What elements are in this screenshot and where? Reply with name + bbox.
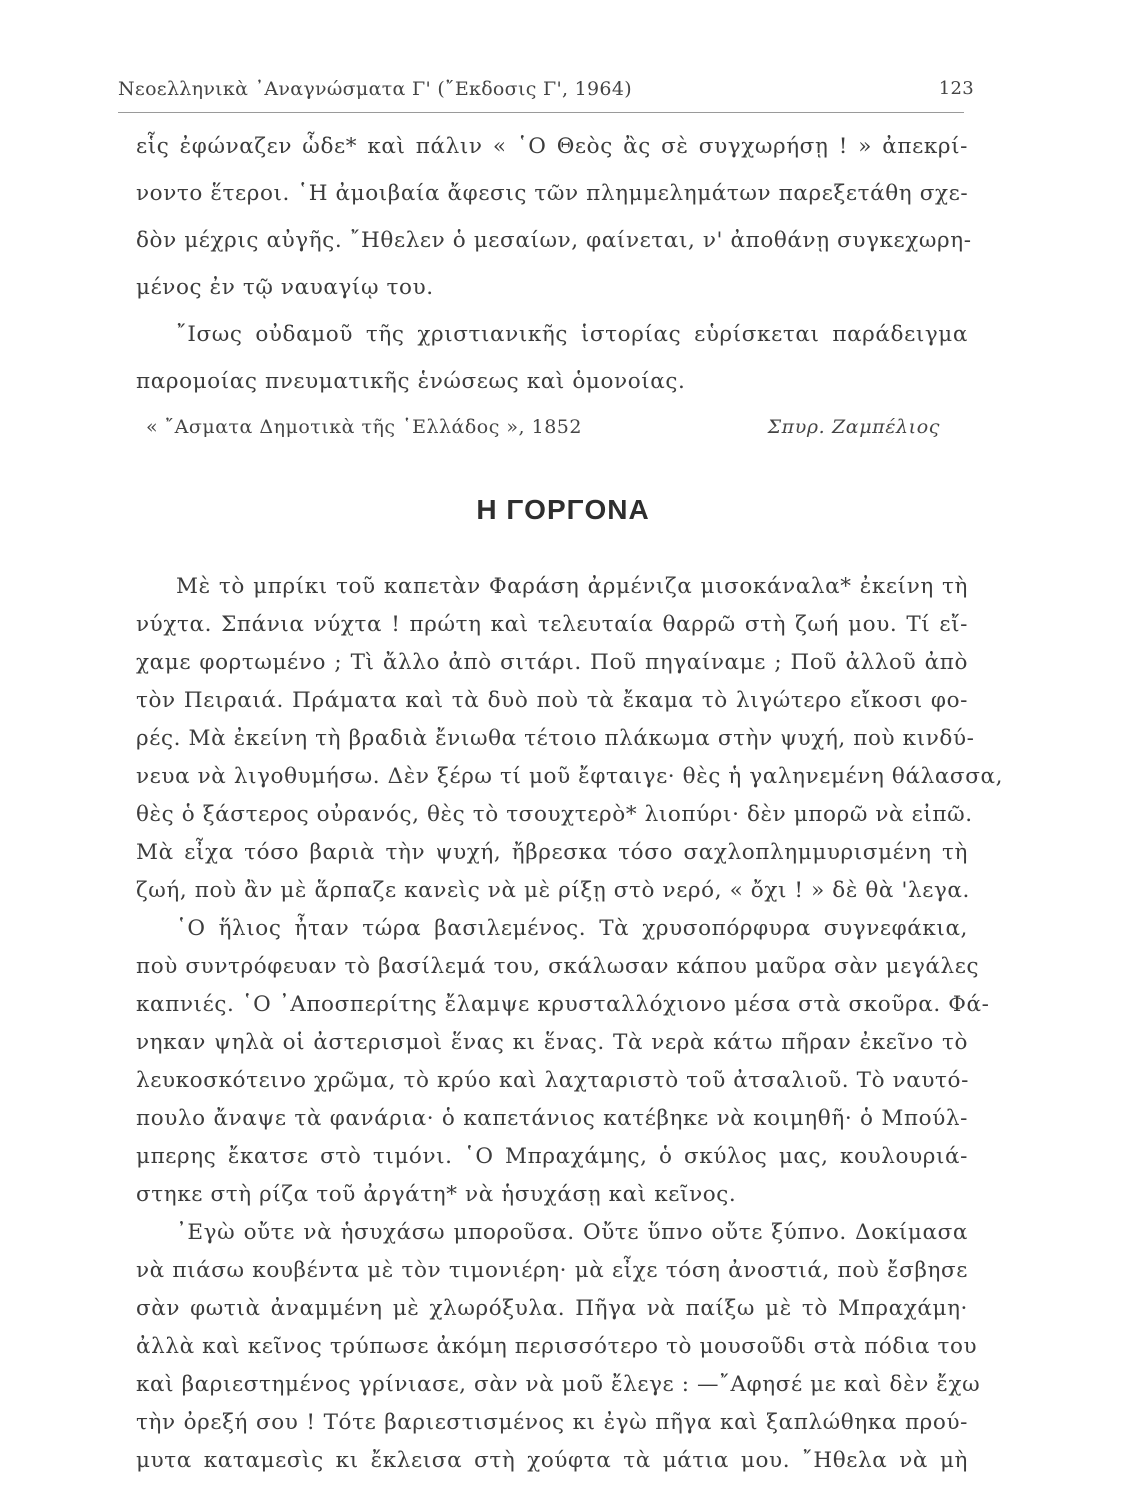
text-line: νηκαν ψηλὰ οἱ ἀστερισμοὶ ἕνας κι ἕνας. Τὰ νερὰ κάτω πῆραν ἐκεῖνο τὸ — [136, 1030, 968, 1055]
text-line: καπνιές. ῾Ο ᾿Αποσπερίτης ἔλαμψε κρυσταλλόχιονο μέσα στὰ σκοῦρα. Φά- — [136, 992, 990, 1017]
running-head-title: Νεοελληνικὰ ᾿Αναγνώσματα Γ' (῎Εκδοσις Γ', 1964) — [118, 78, 632, 100]
text-line: ῎Ισως οὐδαμοῦ τῆς χριστιανικῆς ἱστορίας εὑρίσκεται παράδειγμα — [176, 322, 968, 347]
text-line: μπερης ἔκατσε στὸ τιμόνι. ῾Ο Μπραχάμης, ὁ σκύλος μας, κουλουριά- — [136, 1144, 968, 1169]
text-line: τὸν Πειραιά. Πράματα καὶ τὰ δυὸ ποὺ τὰ ἔκαμα τὸ λιγώτερο εἴκοσι φο- — [136, 688, 968, 713]
text-line: μυτα καταμεσὶς κι ἔκλεισα στὴ χούφτα τὰ μάτια μου. ῎Ηθελα νὰ μὴ — [136, 1448, 968, 1473]
text-line: ᾿Εγὼ οὔτε νὰ ἡσυχάσω μποροῦσα. Οὔτε ὕπνο οὔτε ξύπνο. Δοκίμασα — [176, 1220, 968, 1245]
text-line: δὸν μέχρις αὐγῆς. ῎Ηθελεν ὁ μεσαίων, φαίνεται, ν' ἀποθάνῃ συγκεχωρη- — [136, 228, 972, 253]
text-line: τὴν ὀρεξή σου ! Τότε βαριεστισμένος κι ἐγὼ πῆγα καὶ ξαπλώθηκα πρού- — [136, 1410, 968, 1435]
text-line: θὲς ὁ ξάστερος οὐρανός, θὲς τὸ τσουχτερὸ* λιοπύρι· δὲν μπορῶ νὰ εἰπῶ. — [136, 802, 973, 827]
text-line: ποὺ συντρόφευαν τὸ βασίλεμά του, σκάλωσαν κάπου μαῦρα σὰν μεγάλες — [136, 954, 980, 979]
text-line: Μὲ τὸ μπρίκι τοῦ καπετὰν Φαράση ἀρμένιζα μισοκάναλα* ἐκείνη τὴ — [176, 574, 968, 599]
text-line: νευα νὰ λιγοθυμήσω. Δὲν ξέρω τί μοῦ ἔφταιγε· θὲς ἡ γαληνεμένη θάλασσα, — [136, 764, 1004, 789]
text-line: νύχτα. Σπάνια νύχτα ! πρώτη καὶ τελευταία θαρρῶ στὴ ζωή μου. Τί εἴ- — [136, 612, 968, 637]
text-line: πουλο ἄναψε τὰ φανάρια· ὁ καπετάνιος κατέβηκε νὰ κοιμηθῆ· ὁ Μπούλ- — [136, 1106, 968, 1131]
text-line: ἀλλὰ καὶ κεῖνος τρύπωσε ἀκόμη περισσότερο τὸ μουσοῦδι στὰ πόδια του — [136, 1334, 978, 1359]
text-line: χαμε φορτωμένο ; Τὶ ἄλλο ἀπὸ σιτάρι. Ποῦ πηγαίναμε ; Ποῦ ἀλλοῦ ἀπὸ — [136, 650, 968, 675]
text-line: στηκε στὴ ρίζα τοῦ ἀργάτη* νὰ ἡσυχάσῃ καὶ κεῖνος. — [136, 1182, 737, 1207]
header-rule — [118, 112, 964, 113]
text-line: καὶ βαριεστημένος γρίνιασε, σὰν νὰ μοῦ ἔλεγε : —῎Αφησέ με καὶ δὲν ἔχω — [136, 1372, 981, 1397]
text-line: νοντο ἕτεροι. ῾Η ἀμοιβαία ἄφεσις τῶν πλημμελημάτων παρεξετάθη σχε- — [136, 181, 969, 206]
text-line: Μὰ εἶχα τόσο βαριὰ τὴν ψυχή, ἤβρεσκα τόσο σαχλοπλημμυρισμένη τὴ — [136, 840, 968, 865]
text-line: μένος ἐν τῷ ναυαγίῳ του. — [136, 275, 434, 300]
text-line: παρομοίας πνευματικῆς ἑνώσεως καὶ ὁμονοίας. — [136, 369, 686, 394]
text-line: ρές. Μὰ ἐκείνη τὴ βραδιὰ ἔνιωθα τέτοιο πλάκωμα στὴν ψυχή, ποὺ κινδύ- — [136, 726, 975, 751]
section-title: Η ΓΟΡΓΟΝΑ — [476, 494, 650, 525]
text-line: λευκοσκότεινο χρῶμα, τὸ κρύο καὶ λαχταριστὸ τοῦ ἀτσαλιοῦ. Τὸ ναυτό- — [136, 1068, 969, 1093]
page-number: 123 — [938, 78, 974, 99]
author-signature: Σπυρ. Ζαμπέλιος — [767, 416, 940, 438]
text-line: σὰν φωτιὰ ἀναμμένη μὲ χλωρόξυλα. Πῆγα νὰ παίξω μὲ τὸ Μπραχάμη· — [136, 1296, 968, 1321]
text-line: νὰ πιάσω κουβέντα μὲ τὸν τιμονιέρη· μὰ εἶχε τόση ἀνοστιά, ποὺ ἔσβησε — [136, 1258, 968, 1283]
text-line: ζωή, ποὺ ἂν μὲ ἅρπαζε κανεὶς νὰ μὲ ρίξῃ στὸ νερό, « ὄχι ! » δὲ θὰ 'λεγα. — [136, 878, 970, 903]
text-line: εἷς ἐφώναζεν ὧδε* καὶ πάλιν « ῾Ο Θεὸς ἂς σὲ συγχωρήσῃ ! » ἀπεκρί- — [136, 134, 968, 159]
text-line: ῾Ο ἥλιος ἦταν τώρα βασιλεμένος. Τὰ χρυσοπόρφυρα συγνεφάκια, — [176, 916, 968, 941]
source-citation: « ῎Ασματα Δημοτικὰ τῆς ῾Ελλάδος », 1852 — [146, 416, 582, 438]
